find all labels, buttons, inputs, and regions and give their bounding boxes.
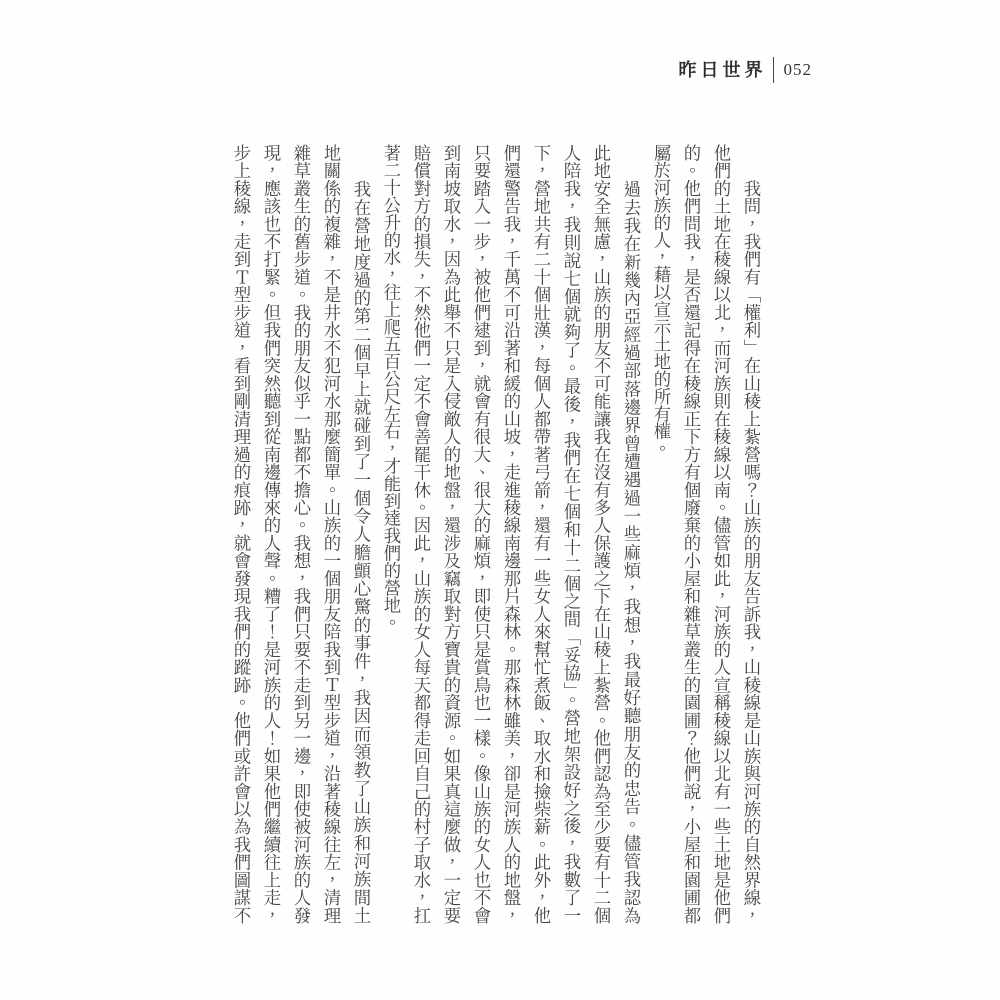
text-column-p3-l1: 我在營地度過的第二個早上就碰到了一個令人膽顫心驚的事件，我因而領教了山族和河族間土 — [351, 144, 371, 924]
book-title: 昨日世界 — [678, 60, 767, 80]
text-column-p2-l2: 此地安全無慮，山族的朋友不可能讓我在沒有多人保護之下在山稜上紮營。他們認為至少要有十二個 — [591, 144, 611, 924]
text-column-p2-l6: 只要踏入一步，被他們逮到，就會有很大、很大的麻煩，即使只是賞鳥也一樣。像山族的女人也不會 — [471, 144, 491, 924]
text-column-p2-l5: 們還警告我，千萬不可沿著和緩的山坡，走進稜線南邊那片森林。那森林雖美，卻是河族人的地盤， — [501, 144, 521, 924]
text-column-p3-l2: 地關係的複雜，不是井水不犯河水那麼簡單。山族的一個朋友陪我到Ｔ型步道，沿著稜線往左，清理 — [321, 144, 341, 924]
text-column-p3-l3: 雜草叢生的舊步道。我的朋友似乎一點都不擔心。我想，我們只要不走到另一邊，即使被河族的人發 — [291, 144, 311, 924]
text-column-p2-l7: 到南坡取水，因為此舉不只是入侵敵人的地盤，還涉及竊取對方寶貴的資源。如果真這麼做，一定要 — [441, 144, 461, 924]
text-column-p2-l9: 著二十公升的水，往上爬五百公尺左右，才能到達我們的營地。 — [381, 144, 401, 632]
text-column-p2-l1: 過去我在新幾內亞經過部落邊界曾遭遇過一些麻煩，我想，我最好聽朋友的忠告。儘管我認為 — [621, 144, 641, 924]
running-header — [679, 57, 813, 83]
header-divider — [773, 57, 774, 83]
text-column-p3-l5: 步上稜線，走到Ｔ型步道，看到剛清理過的痕跡，就會發現我們的蹤跡。他們或許會以為我們圖謀不 — [231, 144, 251, 924]
text-column-p1-l2: 他們的土地在稜線以北，而河族則在稜線以南。儘管如此，河族的人宣稱稜線以北有一些土地是他們 — [711, 144, 731, 924]
text-column-p3-l4: 現，應該也不打緊。但我們突然聽到從南邊傳來的人聲。糟了！是河族的人！如果他們繼續往上走， — [261, 144, 281, 924]
page-number: 052 — [783, 60, 812, 79]
text-column-p2-l3: 人陪我，我則說七個就夠了。最後，我們在七個和十二個之間「妥協」。營地架設好之後，我數了一 — [561, 144, 581, 924]
text-column-p1-l3: 的。他們問我，是否還記得在稜線正下方有個廢棄的小屋和雜草叢生的園圃？他們說，小屋和園圃都 — [681, 144, 701, 924]
text-column-p1-l1: 我問，我們有「權利」在山稜上紮營嗎？山族的朋友告訴我，山稜線是山族與河族的自然界線， — [741, 144, 761, 924]
text-column-p2-l8: 賠償對方的損失，不然他們一定不會善罷干休。因此，山族的女人每天都得走回自己的村子取水，扛 — [411, 144, 431, 924]
text-column-p1-l4: 屬於河族的人，藉以宣示土地的所有權。 — [651, 144, 671, 458]
text-column-p2-l4: 下，營地共有二十個壯漢，每個人都帶著弓箭，還有一些女人來幫忙煮飯、取水和撿柴薪。此外，他 — [531, 144, 551, 924]
body-text-block — [226, 144, 766, 924]
